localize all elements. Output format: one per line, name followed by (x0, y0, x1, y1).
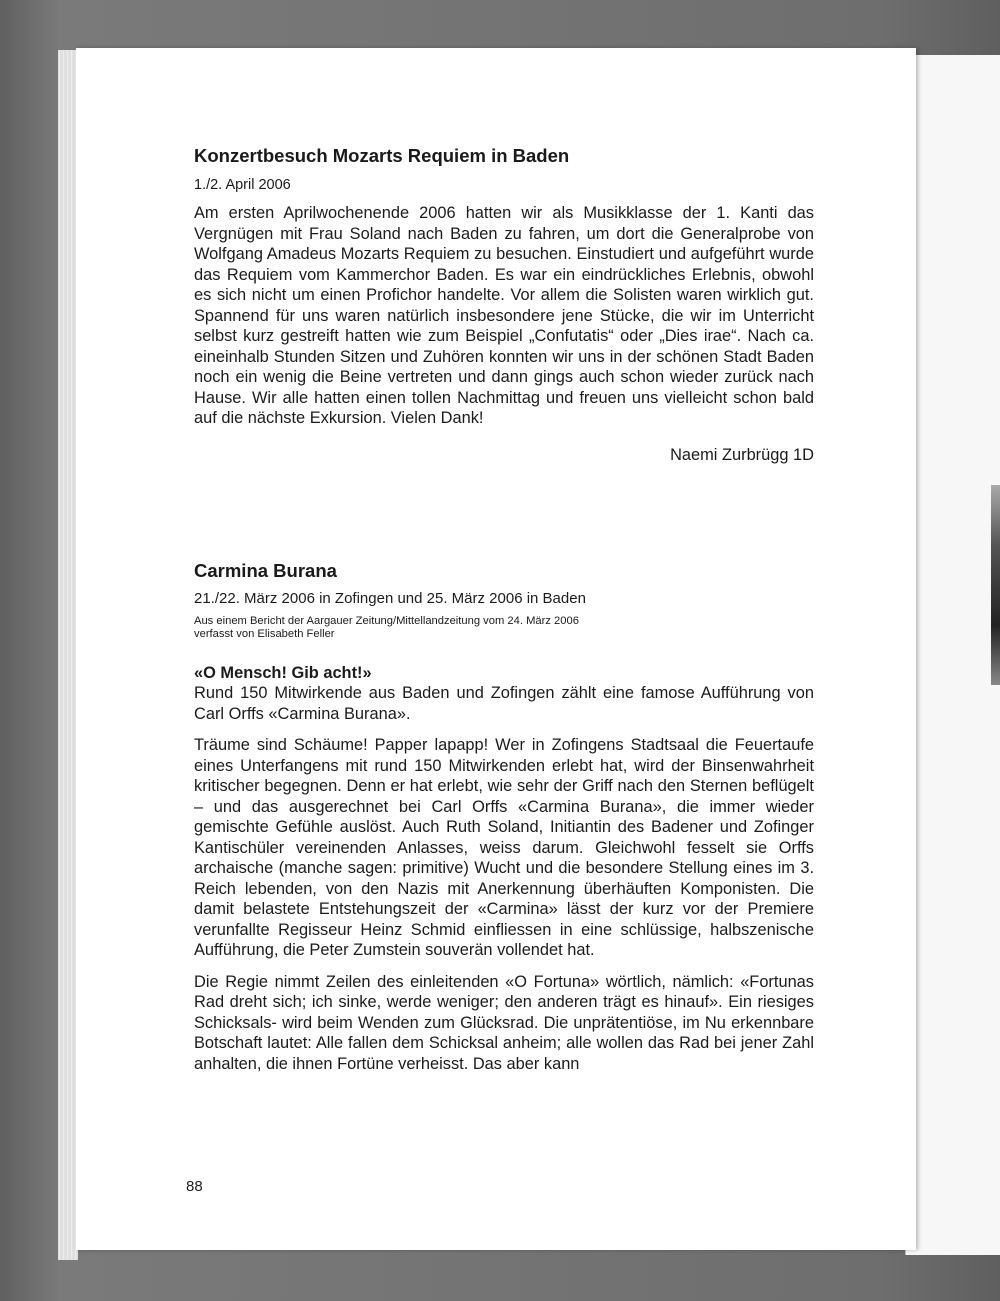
article-date: 1./2. April 2006 (194, 177, 291, 193)
page-content (194, 145, 814, 1074)
article-title: Konzertbesuch Mozarts Requiem in Baden (194, 145, 570, 166)
article-paragraph: Die Regie nimmt Zeilen des einleitenden «O Fortuna» wörtlich, nämlich: «Fortunas Rad dreht sich; ich sinke, werde weniger; den anderen trägt es hinauf». Ein riesiges Schicksals- wird beim Wenden zum Glücksrad. Die unprätentiöse, im Nu erkennbare Botschaft lautet: Alle fallen dem Schicksal anheim; alle wollen das Rad bei jener Zahl anhalten, die ihnen Fortüne verheisst. Das aber kann (194, 972, 814, 1073)
article-body: Am ersten Aprilwochenende 2006 hatten wir als Musikklasse der 1. Kanti das Vergnügen mit Frau Soland nach Baden zu fahren, um dort die Generalprobe von Wolfgang Amadeus Mozarts Requiem zu besuchen. Einstudiert und aufgeführt wurde das Requiem vom Kammerchor Baden. Es war ein eindrückliches Erlebnis, obwohl es sich nicht um einen Profichor handelte. Vor allem die Solisten waren wirklich gut. Spannend für uns waren natürlich insbesondere jene Stücke, die wir im Unterricht selbst kurz gestreift hatten wie zum Beispiel „Confutatis“ oder „Dies irae“. Nach ca. eineinhalb Stunden Sitzen und Zuhören konnten wir uns in der schönen Stadt Baden noch ein wenig die Beine vertreten und dann gings auch schon wieder zurück nach Hause. Wir alle hatten einen tollen Nachmittag und freuen uns vielleicht schon bald auf die nächste Exkursion. Vielen Dank! (194, 204, 814, 427)
article-author: Naemi Zurbrügg 1D (670, 445, 814, 464)
article-title: Carmina Burana (194, 559, 337, 581)
article-requiem (194, 145, 814, 465)
facing-page-edge (905, 55, 1000, 1255)
page-number: 88 (186, 1178, 203, 1195)
source-note: Aus einem Bericht der Aargauer Zeitung/Mittellandzeitung vom 24. März 2006 (194, 614, 579, 627)
article-date: 21./22. März 2006 in Zofingen und 25. März 2006 in Baden (194, 589, 586, 607)
page-edges (58, 50, 78, 1260)
facing-page-photo (991, 485, 1000, 685)
article-lead: Rund 150 Mitwirkende aus Baden und Zofingen zählt eine famose Aufführung von Carl Orffs «Carmina Burana». (194, 684, 814, 723)
article-paragraph: Träume sind Schäume! Papper lapapp! Wer in Zofingens Stadtsaal die Feuertaufe eines Unterfangens mit rund 150 Mitwirkenden erlebt hat, wird der Binsenwahrheit kritischer begegnen. Denn er hat erlebt, wie sehr der Griff nach den Sternen beflügelt – und das ausgerechnet bei Carl Orffs «Carmina Burana», die immer wieder gemischte Gefühle auslöst. Auch Ruth Soland, Initiantin des Badener und Zofinger Kantischüler vereinenden Anlasses, weiss darum. Gleichwohl fesselt sie Orffs archaische (manche sagen: primitive) Wucht und die besondere Stellung eines im 3. Reich lebenden, von den Nazis mit Anerkennung überhäuften Komponisten. Die damit belastete Entstehungszeit der «Carmina» lässt der kurz vor der Premiere verunfallte Regisseur Heinz Schmid einfliessen in eine schlüssige, halbszenische Aufführung, die Peter Zumstein souverän vollendet hat. (194, 736, 814, 959)
source-author: verfasst von Elisabeth Feller (194, 628, 335, 640)
article-carmina (194, 560, 814, 1075)
article-subheading: «O Mensch! Gib acht!» (194, 663, 372, 682)
